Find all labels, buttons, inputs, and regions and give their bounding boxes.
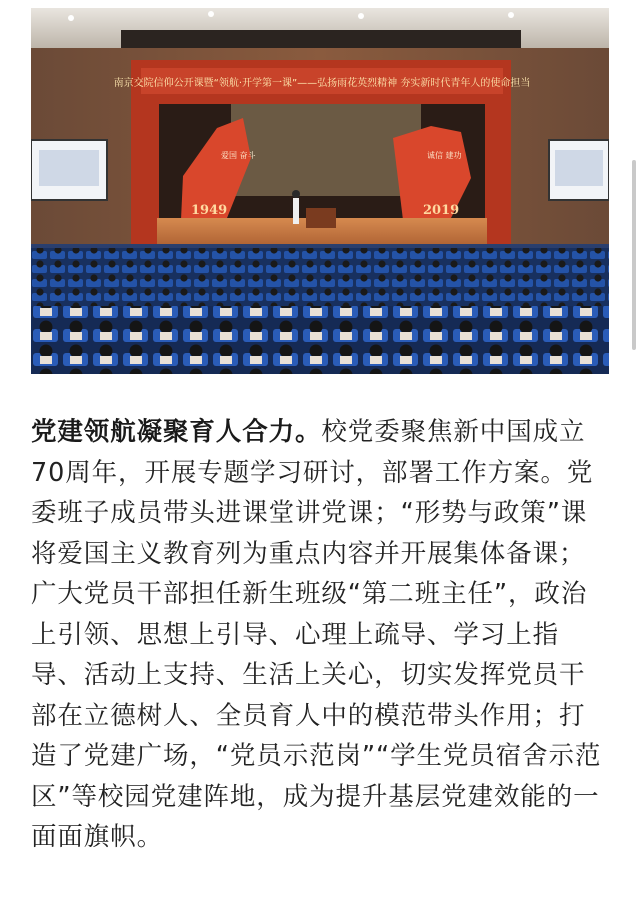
- speaker: [293, 198, 299, 224]
- podium: [306, 208, 336, 228]
- stage-screen: [231, 104, 421, 196]
- scrollbar[interactable]: [632, 160, 636, 350]
- banner-text: 南京交院信仰公开课暨“领航·开学第一课”——弘扬雨花英烈精神 夯实新时代青年人的使命担当: [113, 78, 531, 89]
- article-lead: 党建领航凝聚育人合力。: [31, 417, 322, 447]
- right-sign-text: 诚信 建功: [427, 151, 462, 160]
- article-body: 校党委聚焦新中国成立70周年，开展专题学习研讨，部署工作方案。党委班子成员带头进课堂讲党课；“形势与政策”课将爱国主义教育列为重点内容并开展集体备课；广大党员干部担任新生班级“第二班主任”，政治上引领、思想上引导、心理上疏导、学习上指导、活动上支持、生活上关心，切实发挥党员干部在立德树人、全员育人中的模范带头作用；打造了党建广场，“党员示范岗”“学生党员宿舍示范区”等校园党建阵地，成为提升基层党建效能的一面面旗帜。: [31, 417, 602, 852]
- auditorium-illustration: [31, 8, 609, 374]
- article-paragraph: [31, 412, 611, 858]
- right-sign-year: 2019: [423, 203, 460, 218]
- left-sign-text: 爱国 奋斗: [221, 151, 256, 160]
- left-sign-year: 1949: [191, 203, 228, 218]
- audience-back-rows: [31, 248, 609, 310]
- auditorium-photo: [31, 8, 609, 374]
- audience-front-rows: [31, 306, 609, 374]
